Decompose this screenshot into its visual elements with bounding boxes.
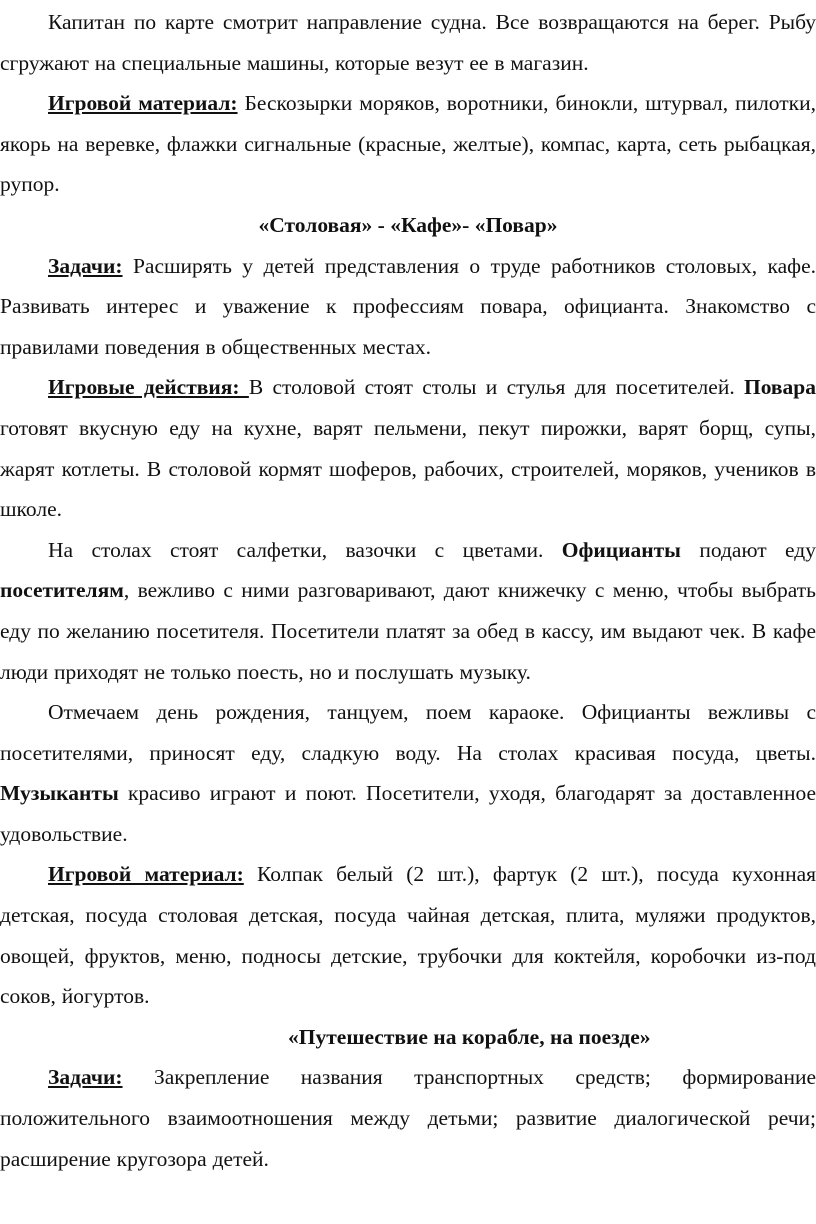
paragraph-birthday bbox=[0, 692, 816, 854]
paragraph-game-material-canteen bbox=[0, 854, 816, 1016]
section-label: Игровые действия: bbox=[48, 375, 249, 400]
bold-term: Официанты bbox=[561, 537, 681, 562]
paragraph-tasks-canteen bbox=[0, 246, 816, 368]
paragraph-game-actions bbox=[0, 367, 816, 529]
paragraph-text: подают еду bbox=[680, 537, 816, 562]
paragraph-text: В столовой стоят столы и стулья для посетителей. bbox=[248, 375, 744, 400]
paragraph-captain bbox=[0, 2, 816, 83]
bold-term: Музыканты bbox=[0, 781, 119, 806]
bold-term: Повара bbox=[743, 375, 816, 400]
section-heading-travel: «Путешествие на корабле, на поезде» bbox=[288, 1024, 651, 1049]
section-label: Игровой материал: bbox=[48, 91, 238, 116]
paragraph-text: Бескозырки моряков, воротники, бинокли, штурвал, пилотки, якорь на веревке, флажки сигнальные (красные, желтые), компас, карта, сеть рыбацкая, рупор. bbox=[0, 91, 816, 197]
section-label: Игровой материал: bbox=[48, 862, 244, 887]
paragraph-text: На столах стоят салфетки, вазочки с цветами. bbox=[48, 537, 562, 562]
section-heading-canteen: «Столовая» - «Кафе»- «Повар» bbox=[258, 212, 558, 237]
paragraph-text: готовят вкусную еду на кухне, варят пельмени, пекут пирожки, варят борщ, супы, жарят котлеты. В столовой кормят шоферов, рабочих, строителей, моряков, учеников в школе. bbox=[0, 415, 816, 522]
paragraph-text: Расширять у детей представления о труде работников столовых, кафе. Развивать интерес и уважение к профессиям повара, официанта. Знакомство с правилами поведения в общественных местах. bbox=[0, 253, 816, 359]
section-label: Задачи: bbox=[48, 1065, 123, 1090]
paragraph-text: Капитан по карте смотрит направление судна. Все возвращаются на берег. Рыбу сгружают на специальные машины, которые везут ее в магазин. bbox=[0, 10, 816, 75]
paragraph-waiters bbox=[0, 530, 816, 692]
paragraph-text: Отмечаем день рождения, танцуем, поем караоке. Официанты вежливы с посетителями, приносят еду, сладкую воду. На столах красивая посуда, цветы. bbox=[0, 700, 816, 765]
paragraph-text: Закрепление названия транспортных средств; формирование положительного взаимоотношения между детьми; развитие диалогической речи; расширение кругозора детей. bbox=[0, 1065, 816, 1171]
paragraph-text: Колпак белый (2 шт.), фартук (2 шт.), посуда кухонная детская, посуда столовая детская, посуда чайная детская, плита, муляжи продуктов, овощей, фруктов, меню, подносы детские, трубочки для коктейля, коробочки из-под соков, йогуртов. bbox=[0, 862, 816, 1009]
section-label: Задачи: bbox=[48, 253, 123, 278]
paragraph-game-material-sea bbox=[0, 83, 816, 205]
paragraph-tasks-travel bbox=[0, 1057, 816, 1179]
paragraph-text: , вежливо с ними разговаривают, дают книжечку с меню, чтобы выбрать еду по желанию посетителя. Посетители платят за обед в кассу, им выдают чек. В кафе люди приходят не только поесть, но и послушать музыку. bbox=[0, 578, 816, 684]
paragraph-text: красиво играют и поют. Посетители, уходя, благодарят за доставленное удовольствие. bbox=[0, 781, 816, 846]
bold-term: посетителям bbox=[0, 578, 124, 603]
